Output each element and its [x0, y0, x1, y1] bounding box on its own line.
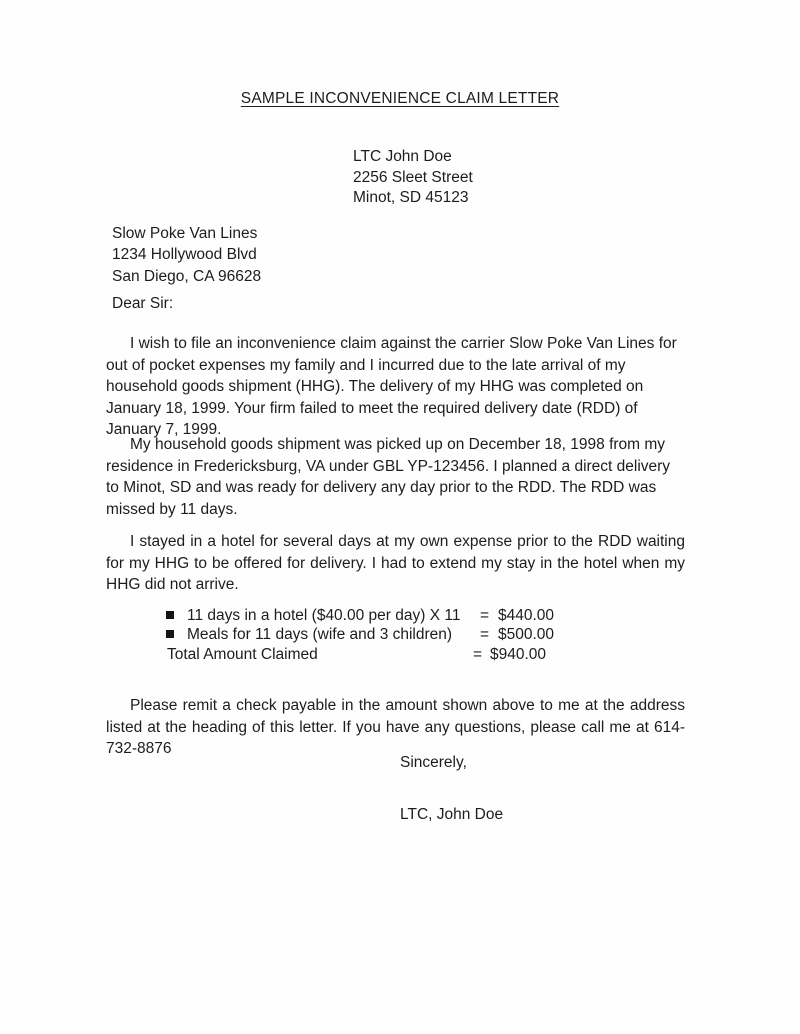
claim-total-equals: = — [473, 645, 483, 663]
claim-label: Meals for 11 days (wife and 3 children) — [187, 626, 453, 644]
claim-label: 11 days in a hotel ($40.00 per day) X 11 — [187, 607, 461, 624]
claim-row-hotel — [166, 606, 586, 625]
sender-block — [353, 147, 473, 209]
claim-total-label: Total Amount Claimed — [167, 645, 318, 663]
recipient-block — [112, 223, 261, 287]
paragraph-pickup-details: My household goods shipment was picked up on December 18, 1998 from my residence in Fredericksburg, VA under GBL YP-123456. I planned a direct delivery to Minot, SD and was ready for delivery any day prior to the RDD. The RDD was missed by 11 days. — [106, 436, 671, 518]
sender-name: LTC John Doe — [353, 148, 452, 165]
sender-street: 2256 Sleet Street — [353, 168, 473, 186]
bullet-square-icon — [166, 611, 174, 619]
salutation: Dear Sir: — [112, 295, 174, 312]
closing-sincerely: Sincerely, — [400, 754, 467, 771]
paragraph-hotel-stay: I stayed in a hotel for several days at my own expense prior to the RDD waiting for my HHG to be offered for delivery. I had to extend my stay in the hotel when my HHG did not arrive. — [106, 533, 685, 593]
claim-equals: = — [480, 626, 490, 644]
paragraph-remit-request: Please remit a check payable in the amount shown above to me at the address listed at the heading of this letter. If you have any questions, please call me at 614-732-8876 — [106, 697, 685, 757]
recipient-street: 1234 Hollywood Blvd — [112, 246, 257, 264]
sender-city: Minot, SD 45123 — [353, 189, 469, 207]
bullet-square-icon — [166, 630, 174, 638]
claim-amount: $440.00 — [498, 607, 555, 624]
claim-amount: $500.00 — [498, 626, 555, 644]
claims-list — [166, 606, 586, 664]
claim-row-meals — [166, 625, 586, 644]
signature-name: LTC, John Doe — [400, 806, 504, 823]
claim-total-amount: $940.00 — [490, 645, 547, 663]
claim-total-row — [167, 645, 586, 664]
letter-title: SAMPLE INCONVENIENCE CLAIM LETTER — [240, 90, 560, 107]
recipient-city: San Diego, CA 96628 — [112, 267, 262, 285]
claim-equals: = — [480, 607, 490, 624]
paragraph-opening: I wish to file an inconvenience claim against the carrier Slow Poke Van Lines for out of pocket expenses my family and I incurred due to the late arrival of my household goods shipment (HHG). The delivery of my HHG was completed on January 18, 1999. Your firm failed to meet the required delivery date (RDD) of January 7, 1999. — [106, 335, 677, 438]
recipient-name: Slow Poke Van Lines — [112, 225, 258, 242]
